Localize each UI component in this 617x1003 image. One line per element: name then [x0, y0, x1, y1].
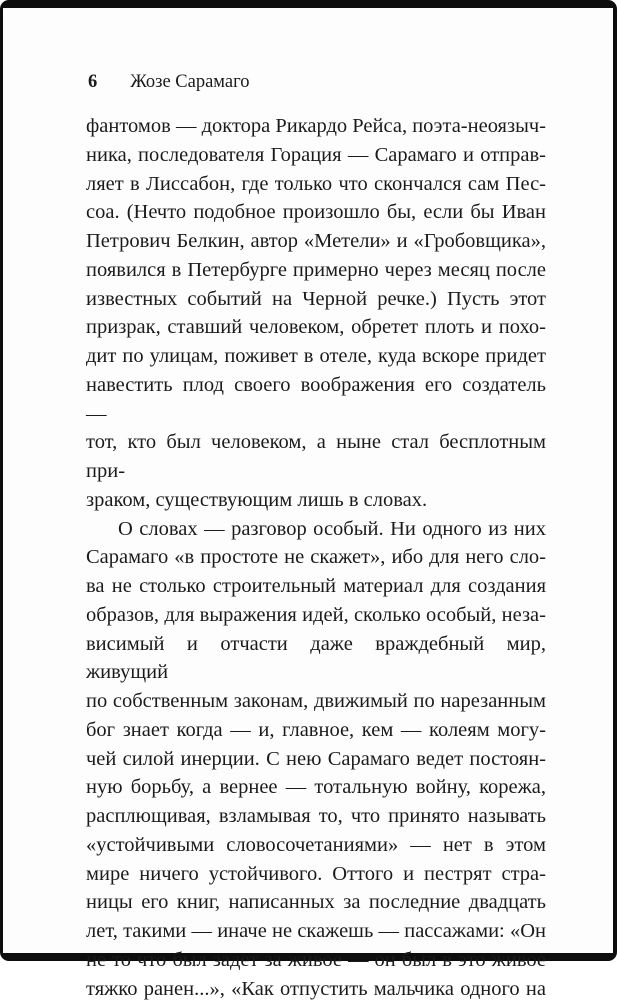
text-line: ницы его книг, написанных за последние двадцать [86, 888, 546, 917]
text-line: зраком, существующим лишь в словах. [86, 486, 546, 515]
text-line: призрак, ставший человеком, обретет плоть и похо- [86, 313, 546, 342]
text-line: О словах — разговор особый. Ни одного из них [86, 515, 546, 544]
text-line: ляет в Лиссабон, где только что скончался сам Пес- [86, 170, 546, 199]
running-title: Жозе Сарамаго [130, 72, 249, 92]
text-line: по собственным законам, движимый по нарезанным [86, 687, 546, 716]
text-line: навестить плод своего воображения его создатель — [86, 371, 546, 429]
text-line: «устойчивыми словосочетаниями» — нет в этом [86, 831, 546, 860]
page-number: 6 [88, 72, 97, 92]
text-line: висимый и отчасти даже враждебный мир, живущий [86, 630, 546, 688]
text-line: лет, такими — иначе не скажешь — пассажами: «Он [86, 917, 546, 946]
text-line: образов, для выражения идей, сколько особый, неза- [86, 601, 546, 630]
text-line: ва не столько строительный материал для создания [86, 572, 546, 601]
text-line: ника, последователя Горация — Сарамаго и отправ- [86, 141, 546, 170]
text-line: чей силой инерции. С нею Сарамаго ведет постоян- [86, 745, 546, 774]
text-line: бог знает когда — и, главное, кем — колеям могу- [86, 716, 546, 745]
text-line: Петрович Белкин, автор «Метели» и «Гробовщика», [86, 227, 546, 256]
text-line: расплющивая, взламывая то, что принято называть [86, 802, 546, 831]
text-line: тяжко ранен...», «Как отпустить мальчика одного на [86, 975, 546, 1003]
book-page[interactable] [3, 8, 613, 953]
text-line: фантомов — доктора Рикардо Рейса, поэта-неоязыч- [86, 112, 546, 141]
text-line: соа. (Нечто подобное произошло бы, если бы Иван [86, 198, 546, 227]
text-line: ную борьбу, а вернее — тотальную войну, корежа, [86, 773, 546, 802]
text-line: не то что был задет за живое — он был в это живое [86, 946, 546, 975]
text-line: дит по улицам, поживет в отеле, куда вскоре придет [86, 342, 546, 371]
text-line: появился в Петербурге примерно через месяц после [86, 256, 546, 285]
page-text [86, 112, 546, 1003]
text-line: мире ничего устойчивого. Оттого и пестрят стра- [86, 860, 546, 889]
text-line: Сарамаго «в простоте не скажет», ибо для него сло- [86, 543, 546, 572]
text-line: тот, кто был человеком, а ныне стал бесплотным при- [86, 428, 546, 486]
page-header [88, 71, 249, 93]
text-line: известных событий на Черной речке.) Пусть этот [86, 285, 546, 314]
